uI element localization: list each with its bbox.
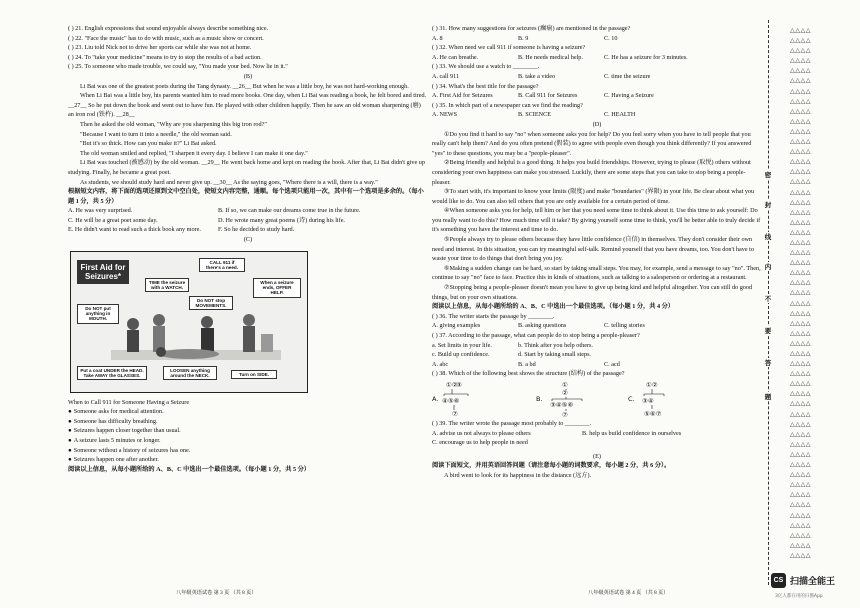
option: B. SCIENCE — [518, 111, 552, 119]
comic-mouth-bubble: Do NOT put anything in MOUTH. — [77, 304, 119, 324]
camscanner-logo-icon: CS — [771, 573, 786, 588]
paragraph: ⑦Stopping being a people-pleaser doesn't mean you have to give up being kind and helpful altogether. You can still do good things, but on your own situations. — [432, 284, 753, 301]
triangle-row: △△△△ — [790, 551, 812, 559]
option: A. call 911 — [432, 72, 460, 80]
seal-char: 答 — [761, 358, 775, 367]
structure-label-a: A. — [432, 394, 439, 403]
triangle-row: △△△△ — [790, 127, 812, 135]
question-22: ( ) 22. "Face the music" has to do with music, such as a music show or concert. — [68, 34, 264, 42]
page-3 — [68, 24, 428, 474]
section-d-heading: (D) — [592, 120, 602, 128]
paragraph: Li Bai was one of the greatest poets during the Tang dynasty. __26__ But when he was a little boy, he was not hard-working enough. — [80, 82, 409, 90]
triangle-row: △△△△ — [790, 390, 812, 398]
triangle-row: △△△△ — [790, 269, 812, 277]
call-911-item: ● Someone without a history of seizures has one. — [68, 446, 428, 456]
structure-c-bottom: ⑤⑥⑦ — [644, 409, 662, 418]
call-911-item: ● Seizures happen closer together than usual. — [68, 426, 428, 436]
paragraph: When Li Bai was a little boy, his parents wanted him to read more books. One day, when Li Bai was reading a book, he felt bored and tired. __27__ So he put down the book and went out to have fun. He played with other children happily. Then he saw an old woman sharpening (磨) an iron rod (铁杵). __28__ — [68, 92, 427, 119]
passage-e-start: A bird went to look for its happiness in the distance (远方). — [444, 471, 592, 479]
comic-movement-bubble: Do NOT stop MOVEMENTS. — [189, 296, 233, 311]
triangle-row: △△△△ — [790, 198, 812, 206]
triangle-row: △△△△ — [790, 491, 812, 499]
statement: a. Set limits in your life. — [432, 341, 492, 349]
triangle-row: △△△△ — [790, 309, 812, 317]
option: C. acd — [604, 360, 620, 368]
paragraph: "But it's so thick. How can you make it?" Li Bai asked. — [80, 140, 217, 148]
seal-char: 线 — [761, 232, 775, 241]
triangle-row: △△△△ — [790, 208, 812, 216]
triangle-row: △△△△ — [790, 329, 812, 337]
structure-b-row: ③④⑤⑥ — [550, 400, 574, 409]
triangle-row: △△△△ — [790, 541, 812, 549]
option-b-f: F. So he decided to study hard. — [218, 226, 295, 234]
triangle-row: △△△△ — [790, 400, 812, 408]
statement: b. Think after you help others. — [518, 341, 593, 349]
triangle-row: △△△△ — [790, 158, 812, 166]
triangle-row: △△△△ — [790, 87, 812, 95]
paragraph: ②Being friendly and helpful is a good thing. It helps you build friendships. However, trying to please (取悦) others without considering your own happiness can make you stressed. Luckily, there are some steps that you can take to stop being a people-pleaser. — [432, 159, 751, 186]
question-23: ( ) 23. Liu told Nick not to drive her sports car while she was not at home. — [68, 44, 252, 52]
question-37: ( ) 37. According to the passage, what can people do to stop being a people-pleaser? — [432, 332, 640, 339]
question-38: ( ) 38. Which of the following best shows the structure (结构) of the passage? — [432, 370, 625, 378]
option: B. 9 — [518, 34, 529, 42]
question-36-options — [432, 321, 762, 331]
option: C. HEALTH — [604, 111, 636, 119]
triangle-row: △△△△ — [790, 259, 812, 267]
seal-char: 密 — [761, 170, 775, 179]
question-24: ( ) 24. To "take your medicine" means to try to stop the results of a bad action. — [68, 53, 262, 61]
triangle-row: △△△△ — [790, 27, 812, 34]
comic-neck-bubble: LOOSEN anything around the NECK. — [163, 366, 217, 381]
question-21: ( ) 21. English expressions that sound enjoyable always describe something nice. — [68, 25, 269, 32]
paragraph: ④When someone asks you for help, tell him or her that you need some time to think about it. Use this time to ask yourself: Do you really want to do this? How much time will it take? By giving yourself some time to think, you'll be better able to truly decide if it's something you have the interest and time to do. — [432, 207, 761, 234]
triangle-row: △△△△ — [790, 501, 812, 509]
triangle-row: △△△△ — [790, 289, 812, 297]
paragraph: Then he asked the old woman, "Why are you sharpening this big iron rod?" — [80, 120, 267, 128]
option-b-b: B. If so, we can make our dreams come true in the future. — [218, 207, 361, 215]
option: C. encourage us to help people in need — [432, 439, 528, 447]
triangle-row: △△△△ — [790, 360, 812, 368]
comic-time-bubble: TIME the seizure with a WATCH. — [145, 278, 189, 293]
triangle-row: △△△△ — [790, 471, 812, 479]
option: C. telling stories — [604, 322, 645, 330]
option-b-e: E. He didn't want to read such a thick book any more. — [68, 226, 201, 234]
triangle-row: △△△△ — [790, 218, 812, 226]
comic-title: First Aid for Seizures* — [77, 260, 129, 284]
question-37-options — [432, 360, 762, 370]
option: A. NEWS — [432, 111, 458, 119]
passage-d — [432, 130, 762, 303]
triangle-row: △△△△ — [790, 238, 812, 246]
structure-a-mid: ④⑤⑥ — [442, 396, 460, 405]
triangle-row: △△△△ — [790, 299, 812, 307]
triangle-row: △△△△ — [790, 450, 812, 458]
question-31: ( ) 31. How many suggestions for seizures (癫痫) are mentioned in the passage? — [432, 25, 631, 32]
page-3-footer: 八年级英语试卷 第 3 页 （共 8 页） — [176, 590, 257, 596]
triangle-row: △△△△ — [790, 168, 812, 176]
seal-char: 题 — [761, 392, 775, 401]
triangle-row: △△△△ — [790, 410, 812, 418]
triangle-row: △△△△ — [790, 37, 812, 45]
passage-b — [68, 82, 428, 188]
option: A. 8 — [432, 34, 443, 42]
triangle-row: △△△△ — [790, 148, 812, 156]
option: A. He can breathe. — [432, 53, 479, 61]
camscanner-watermark — [771, 571, 855, 605]
triangle-row: △△△△ — [790, 117, 812, 125]
paragraph: ③To start with, it's important to know your limits (限度) and make "boundaries" (界限) in your life. Be clear about what you would like to do. You can also tell others that you are only available for a certain period of time. — [432, 188, 755, 205]
triangle-row: △△△△ — [790, 461, 812, 469]
structure-b-top: ① — [562, 380, 568, 389]
option: A. abc — [432, 360, 449, 368]
comic-call-bubble: CALL 911 if there's a need. — [199, 258, 245, 273]
triangle-row: △△△△ — [790, 188, 812, 196]
triangle-row: △△△△ — [790, 430, 812, 438]
triangle-row: △△△△ — [790, 97, 812, 105]
section-b-heading: (B) — [243, 72, 253, 80]
option: B. Call 911 for Seizures — [518, 92, 578, 100]
structure-a-top: ①② — [446, 380, 458, 389]
page-4 — [432, 24, 762, 481]
triangle-row: △△△△ — [790, 67, 812, 75]
triangle-row: △△△△ — [790, 370, 812, 378]
option: A. First Aid for Seizures — [432, 92, 493, 100]
structure-label-c: C. — [628, 394, 635, 403]
question-36: ( ) 36. The writer starts the passage by ________. — [432, 312, 555, 320]
triangle-row: △△△△ — [790, 481, 812, 489]
camscanner-name: 扫描全能王 — [790, 577, 836, 587]
question-33-options — [432, 72, 762, 82]
options-b — [68, 206, 428, 235]
option: A. giving examples — [432, 322, 481, 330]
question-34-options — [432, 91, 762, 101]
option: C. He has a seizure for 3 minutes. — [604, 53, 688, 61]
paragraph: ⑤People always try to please others because they have little confidence (自信) in themselves. They don't consider their own need and interest. In this situation, you can try meaningful self-talk. Remind yourself that you have dreams, too. You don't have to waste your time to do things that don't bring you joy. — [432, 236, 754, 263]
triangle-row: △△△△ — [790, 440, 812, 448]
triangle-row: △△△△ — [790, 228, 812, 236]
paragraph: As students, we should study hard and never give up. __30__ As the saying goes, "Where there is a will, there is a way." — [80, 178, 378, 186]
triangle-row: △△△△ — [790, 521, 812, 529]
paragraph: Li Bai was touched (被感动) by the old woman. __29__ He went back home and kept on reading the book. After that, Li Bai didn't give up studying. Finally, he became a great poet. — [68, 159, 425, 176]
triangle-row: △△△△ — [790, 511, 812, 519]
paragraph: The old woman smiled and replied, "I sharpen it every day. I believe I can make it one day." — [80, 149, 308, 157]
seal-char: 要 — [761, 326, 775, 335]
instruction-c: 阅读以上信息，从每小题所给的 A、B、C 中选出一个最佳选项。（每小题 1 分，共 5 分） — [68, 465, 310, 473]
triangle-row: △△△△ — [790, 531, 812, 539]
structure-a-top2: ③ — [456, 380, 462, 389]
first-aid-illustration — [70, 251, 308, 393]
question-34: ( ) 34. What's the best title for the passage? — [432, 82, 539, 90]
call-911-item: ● A seizure lasts 5 minutes or longer. — [68, 436, 428, 446]
question-32-options — [432, 53, 762, 63]
structure-label-b: B. — [536, 394, 543, 403]
structure-c-mid: ③④ — [642, 396, 654, 405]
question-33: ( ) 33. We should use a watch to ________. — [432, 63, 540, 71]
question-37-items — [432, 341, 762, 360]
triangle-row: △△△△ — [790, 47, 812, 55]
triangle-row: △△△△ — [790, 107, 812, 115]
triangle-row: △△△△ — [790, 339, 812, 347]
answer-triangle-grid — [790, 26, 830, 561]
camscanner-tagline: 3亿人都在用的扫描App — [775, 594, 823, 599]
paragraph: ①Do you find it hard to say "no" when someone asks you for help? Do you feel sorry when you have to tell people that you really can't help them? And do you often pretend (假装) to agree with people even though you think differently? If you answered "yes" to these questions, you may be a "people-pleaser". — [432, 130, 752, 157]
section-c-heading: (C) — [243, 236, 253, 244]
seal-char: 内 — [761, 262, 775, 271]
question-39-options — [432, 429, 762, 448]
option: B. asking questions — [518, 322, 567, 330]
option-b-a: A. He was very surprised. — [68, 207, 133, 215]
structure-b-bottom: ⑦ — [562, 410, 568, 419]
call-911-item: ● Someone has difficulty breathing. — [68, 417, 428, 427]
option-b-c: C. He will be a great poet some day. — [68, 216, 158, 224]
structure-a-bottom: ⑦ — [452, 409, 458, 418]
instruction-d: 阅读以上信息，从每小题所给的 A、B、C 中选出一个最佳选项。（每小题 1 分，共 4 分） — [432, 303, 674, 311]
section-e-heading: (E) — [593, 452, 601, 460]
people-helping-icon — [111, 310, 281, 362]
question-32: ( ) 32. When need we call 911 if someone is having a seizure? — [432, 44, 586, 52]
triangle-row: △△△△ — [790, 420, 812, 428]
comic-head-bubble: Put a coat UNDER the HEAD. Take AWAY the GLASSES. — [77, 366, 147, 381]
triangle-row: △△△△ — [790, 249, 812, 257]
option-b-d: D. He wrote many great poems (诗) during his life. — [218, 216, 345, 224]
option: C. 10 — [604, 34, 618, 42]
instruction-e: 阅读下面短文，并用英语回答问题（请注意每小题的词数要求，每小题 2 分，共 6 分）。 — [432, 462, 671, 470]
triangle-row: △△△△ — [790, 350, 812, 357]
statement: c. Build up confidence. — [432, 351, 490, 359]
triangle-row: △△△△ — [790, 319, 812, 327]
structure-diagrams — [432, 379, 762, 419]
question-35-options — [432, 110, 762, 120]
question-39: ( ) 39. The writer wrote the passage most probably to ________. — [432, 419, 592, 427]
option: C. time the seizure — [604, 72, 651, 80]
triangle-row: △△△△ — [790, 178, 812, 186]
option: C. Having a Seizure — [604, 92, 654, 100]
paragraph: ⑥Making a sudden change can be hard, so start by taking small steps. You may, for example, send a message to say "no". Then, continue to say "no" face to face. Practice this in kinds of situations, such as talking to a salesperson or ordering at a restaurant. — [432, 264, 761, 282]
statement: d. Start by taking small steps. — [518, 351, 592, 359]
option: B. help us build confidence in ourselves — [582, 429, 682, 437]
call-911-item: ● Someone asks for medical attention. — [68, 407, 428, 417]
option: B. He needs medical help. — [518, 53, 583, 61]
triangle-row: △△△△ — [790, 57, 812, 65]
triangle-row: △△△△ — [790, 77, 812, 85]
triangle-row: △△△△ — [790, 138, 812, 146]
seal-char: 封 — [761, 200, 775, 209]
structure-b-mid: ② — [562, 388, 568, 397]
comic-side-bubble: Turn on SIDE. — [231, 370, 277, 379]
page-4-footer: 八年级英语试卷 第 4 页 （共 8 页） — [588, 590, 669, 596]
question-31-options — [432, 34, 762, 44]
paragraph: "Because I want to turn it into a needle," the old woman said. — [80, 130, 232, 138]
call-911-heading: When to Call 911 for Someone Having a Seizure — [68, 398, 190, 406]
call-911-item: ● Seizures happen one after another. — [68, 455, 428, 465]
question-25: ( ) 25. To someone who made trouble, we could say, "You made your bed. Now lie in it." — [68, 63, 288, 71]
option: B. take a video — [518, 72, 556, 80]
instruction-b: 根据短文内容，将下面的选项还原到文中空白处，使短文内容完整，通顺。每个选项只能用一次，其中有一个选项是多余的。（每小题 1 分，共 5 分） — [68, 188, 424, 205]
structure-c-top: ①② — [646, 380, 658, 389]
comic-help-bubble: When a seizure ends, OFFER HELP. — [253, 278, 301, 298]
option: B. a bd — [518, 360, 536, 368]
triangle-row: △△△△ — [790, 279, 812, 287]
question-35: ( ) 35. In which part of a newspaper can we find the reading? — [432, 101, 583, 109]
triangle-row: △△△△ — [790, 380, 812, 388]
option: A. advise us not always to please others — [432, 429, 531, 437]
seal-char: 不 — [761, 294, 775, 303]
